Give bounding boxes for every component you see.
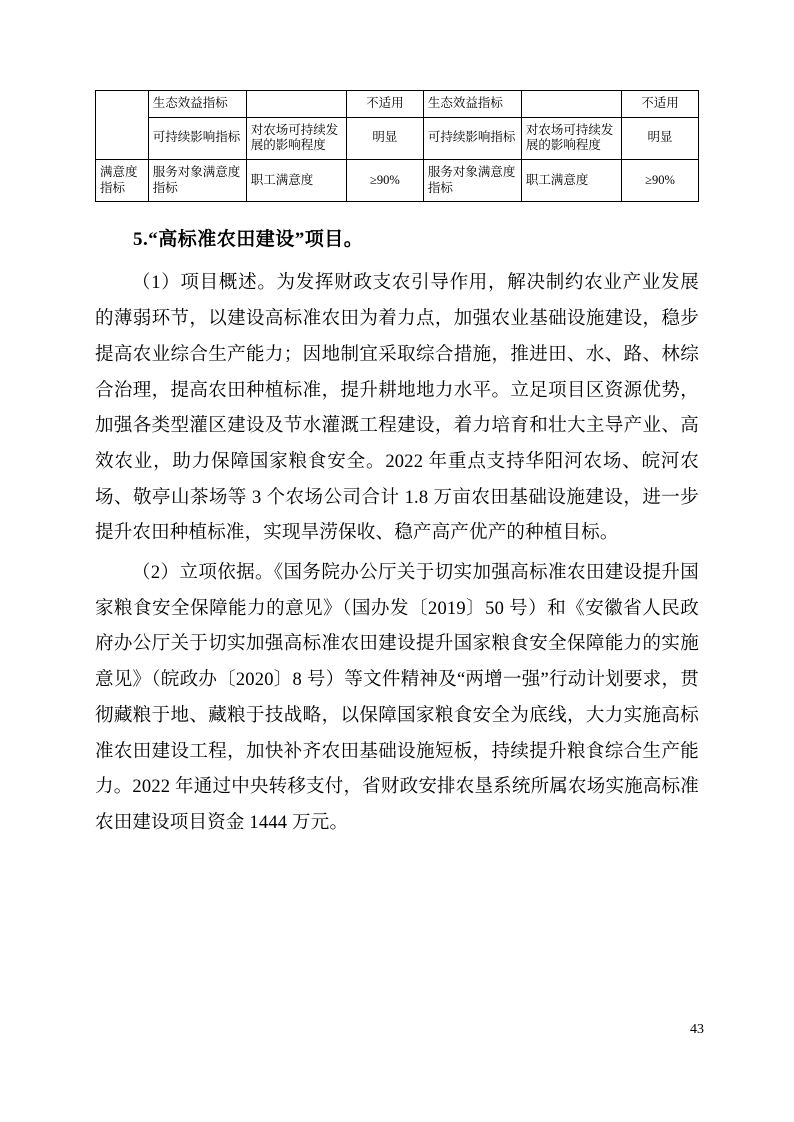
table-cell: 不适用 [622,91,699,118]
table-cell: 服务对象满意度指标 [148,159,246,201]
table-cell: 不适用 [346,91,423,118]
table-cell: 明显 [346,117,423,159]
table-cell: 生态效益指标 [148,91,246,118]
table-row [96,117,699,159]
section-heading: 5.“高标准农田建设”项目。 [133,229,364,251]
table-cell [246,91,346,118]
table-cell: 职工满意度 [521,159,621,201]
table-cell [521,91,621,118]
table-cell: 职工满意度 [246,159,346,201]
table-cell: 明显 [622,117,699,159]
table-cell: 对农场可持续发展的影响程度 [246,117,346,159]
performance-indicator-table [95,90,699,202]
table-row [96,159,699,201]
table-cell: 可持续影响指标 [148,117,246,159]
table-cell: 服务对象满意度指标 [423,159,521,201]
table-cell-category [96,91,149,160]
paragraph-project-overview: （1）项目概述。为发挥财政支农引导作用，解决制约农业产业发展的薄弱环节，以建设高标准农田为着力点，加强农业基础设施建设，稳步提高农业综合生产能力；因地制宜采取综合措施，推进田、水、路、林综合治理，提高农田种植标准，提升耕地地力水平。立足项目区资源优势，加强各类型灌区建设及节水灌溉工程建设，着力培育和壮大主导产业、高效农业，助力保障国家粮食安全。2022 年重点支持华阳河农场、皖河农场、敬亭山茶场等 3 个农场公司合计 1.8 万亩农田基础设施建设，进一步提升农田种植标准，实现旱涝保收、稳产高产优产的种植目标。 [95,273,699,544]
table-cell: 生态效益指标 [423,91,521,118]
table-cell-category: 满意度指标 [96,159,149,201]
table-row [96,91,699,118]
table-cell: ≥90% [622,159,699,201]
table-cell: 对农场可持续发展的影响程度 [521,117,621,159]
table-cell: ≥90% [346,159,423,201]
page-number: 43 [690,1022,704,1037]
table-cell: 可持续影响指标 [423,117,521,159]
paragraph-project-basis: （2）立项依据。《国务院办公厅关于切实加强高标准农田建设提升国家粮食安全保障能力的意见》（国办发〔2019〕50 号）和《安徽省人民政府办公厅关于切实加强高标准农田建设提升国家粮食安全保障能力的实施意见》（皖政办〔2020〕8 号）等文件精神及“两增一强”行动计划要求，贯彻藏粮于地、藏粮于技战略，以保障国家粮食安全为底线，大力实施高标准农田建设工程，加快补齐农田基础设施短板，持续提升粮食综合生产能力。2022 年通过中央转移支付，省财政安排农垦系统所属农场实施高标准农田建设项目资金 1444 万元。 [95,563,699,833]
